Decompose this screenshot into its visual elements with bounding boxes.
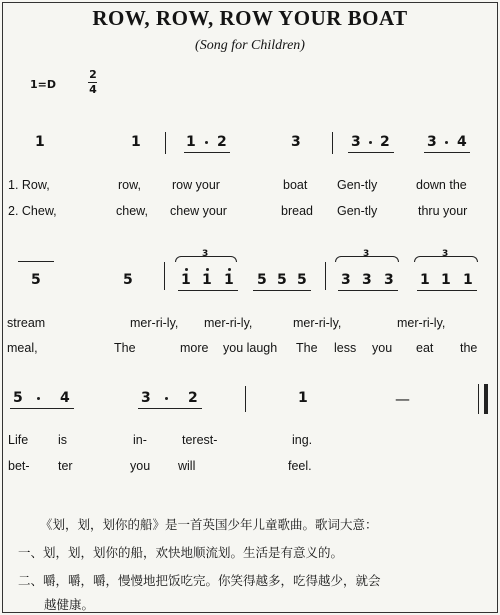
final-bar-thin xyxy=(478,384,479,414)
lyric: the xyxy=(460,341,478,355)
note: 2 xyxy=(188,390,198,406)
note: 4 xyxy=(60,390,70,406)
note: 3 xyxy=(351,134,361,150)
sustain-dash: — xyxy=(395,390,410,408)
key-signature: 1=D xyxy=(30,78,57,91)
dot xyxy=(205,141,208,144)
bar-line xyxy=(332,132,333,154)
note: 1 xyxy=(463,272,473,288)
octave-dot xyxy=(228,268,231,271)
lyric: ing. xyxy=(292,433,313,447)
lyric: eat xyxy=(416,341,434,355)
lyric: down the xyxy=(416,178,467,192)
lyric: 2. Chew, xyxy=(8,204,57,218)
note-verse-1: 一、划，划，划你的船，欢快地顺流划。生活是有意义的。 xyxy=(18,545,344,560)
final-bar-thick xyxy=(484,384,488,414)
note: 1 xyxy=(298,390,308,406)
dot xyxy=(369,141,372,144)
bar-line xyxy=(325,262,326,290)
note: 1 xyxy=(181,272,191,288)
lyric: Gen-tly xyxy=(337,204,378,218)
lyric: Life xyxy=(8,433,29,447)
song-title: ROW, ROW, ROW YOUR BOAT xyxy=(92,6,408,30)
bar-line xyxy=(164,262,165,290)
lyric: you xyxy=(372,341,393,355)
octave-dot xyxy=(206,268,209,271)
lyric: is xyxy=(58,433,68,447)
lyric: will xyxy=(178,459,196,473)
note: 3 xyxy=(362,272,372,288)
triplet-mark: 3 xyxy=(202,249,209,259)
note-verse-2: 二、嚼，嚼，嚼，慢慢地把饭吃完。你笑得越多，吃得越少，就会 xyxy=(18,573,381,588)
underline xyxy=(424,152,470,153)
triplet-mark: 3 xyxy=(363,249,370,259)
lyric: mer-ri-ly, xyxy=(204,316,253,330)
note: 5 xyxy=(297,272,307,288)
underline xyxy=(184,152,230,153)
lyric: chew your xyxy=(170,204,227,218)
time-signature-top: 2 xyxy=(89,68,97,81)
lyric: thru your xyxy=(418,204,468,218)
note: 1 xyxy=(131,134,141,150)
note: 5 xyxy=(277,272,287,288)
lyric: more xyxy=(180,341,209,355)
lyric: you laugh xyxy=(223,341,278,355)
note: 3 xyxy=(291,134,301,150)
lyric: in- xyxy=(133,433,147,447)
note: 5 xyxy=(123,272,133,288)
lyric: chew, xyxy=(116,204,148,218)
lyric: The xyxy=(296,341,318,355)
underline xyxy=(338,290,398,291)
note: 2 xyxy=(380,134,390,150)
triplet-mark: 3 xyxy=(442,249,449,259)
bar-line xyxy=(245,386,246,412)
dot xyxy=(445,141,448,144)
note: 1 xyxy=(202,272,212,288)
lyric: boat xyxy=(283,178,308,192)
note: 1 xyxy=(224,272,234,288)
lyric: meal, xyxy=(7,341,38,355)
lyric: mer-ri-ly, xyxy=(397,316,446,330)
underline xyxy=(10,408,74,409)
note: 5 xyxy=(31,272,41,288)
lyric: you xyxy=(130,459,151,473)
note: 4 xyxy=(457,134,467,150)
note: 3 xyxy=(141,390,151,406)
lyric: row, xyxy=(118,178,141,192)
song-subtitle: (Song for Children) xyxy=(195,38,305,53)
tie xyxy=(18,261,54,262)
underline xyxy=(253,290,311,291)
note: 1 xyxy=(35,134,45,150)
note: 3 xyxy=(384,272,394,288)
note: 1 xyxy=(186,134,196,150)
octave-dot xyxy=(185,268,188,271)
lyric: mer-ri-ly, xyxy=(130,316,179,330)
time-signature-bottom: 4 xyxy=(89,83,97,96)
underline xyxy=(138,408,202,409)
lyric: less xyxy=(334,341,357,355)
lyric: ter xyxy=(58,459,73,473)
note: 5 xyxy=(257,272,267,288)
note: 2 xyxy=(217,134,227,150)
lyric: 1. Row, xyxy=(8,178,50,192)
underline xyxy=(417,290,477,291)
note: 3 xyxy=(341,272,351,288)
note: 1 xyxy=(441,272,451,288)
dot xyxy=(37,397,40,400)
lyric: mer-ri-ly, xyxy=(293,316,342,330)
lyric: bet- xyxy=(8,459,30,473)
lyric: terest- xyxy=(182,433,218,447)
note-verse-2-cont: 越健康。 xyxy=(44,597,95,612)
lyric: bread xyxy=(281,204,313,218)
note: 1 xyxy=(420,272,430,288)
note-intro: 《划，划，划你的船》是一首英国少年儿童歌曲。歌词大意： xyxy=(40,517,378,532)
bar-line xyxy=(165,132,166,154)
underline xyxy=(348,152,394,153)
underline xyxy=(178,290,238,291)
lyric: Gen-tly xyxy=(337,178,378,192)
note: 3 xyxy=(427,134,437,150)
dot xyxy=(165,397,168,400)
lyric: row your xyxy=(172,178,220,192)
note: 5 xyxy=(13,390,23,406)
lyric: feel. xyxy=(288,459,312,473)
lyric: The xyxy=(114,341,136,355)
lyric: stream xyxy=(7,316,46,330)
